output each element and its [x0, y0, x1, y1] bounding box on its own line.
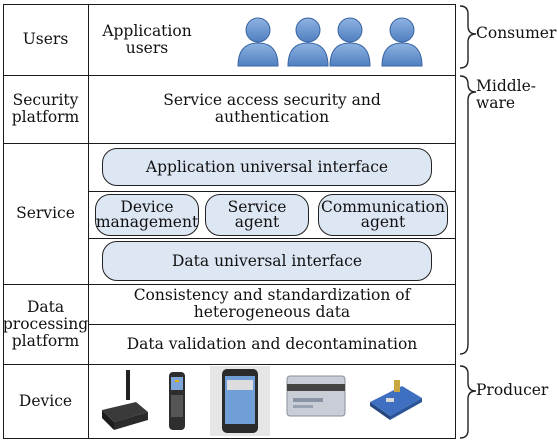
smartphone-icon: [210, 366, 270, 436]
layer-label-users: Users: [22, 30, 69, 48]
application-universal-interface-box: Application universal interface: [102, 148, 432, 186]
device-management-box: Device management: [95, 194, 199, 236]
column-divider: [88, 4, 89, 439]
user-icon: [238, 18, 278, 66]
data-universal-interface-box: Data universal interface: [102, 241, 432, 281]
layer-label-security-platform: Security platform: [11, 91, 80, 126]
sensor-board-icon: [364, 372, 428, 424]
handheld-scanner-icon: [160, 368, 194, 434]
service-divider: [88, 238, 456, 239]
security-description: Service access security and authentication: [163, 91, 381, 126]
consumer-brace: [460, 6, 476, 68]
users-icon-group: [232, 14, 432, 70]
layer-label-data-processing-platform: Data processing platform: [2, 297, 89, 350]
producer-brace: [460, 366, 476, 438]
layer-label-service: Service: [16, 204, 75, 222]
router-icon: [96, 368, 152, 434]
consistency-standardization-label: Consistency and standardization of heterogeneous data: [133, 286, 411, 321]
layer-label-device: Device: [18, 392, 73, 410]
communication-agent-box: Communication agent: [318, 194, 448, 236]
brace-group: [456, 0, 486, 442]
consumer-label: Consumer: [476, 24, 557, 42]
middleware-label: Middle- ware: [476, 77, 537, 112]
user-icon: [330, 18, 370, 66]
user-icon: [382, 18, 422, 66]
middleware-brace: [460, 76, 476, 354]
producer-label: Producer: [476, 381, 549, 399]
user-icon: [288, 18, 328, 66]
service-divider: [88, 191, 456, 192]
data-validation-label: Data validation and decontamination: [126, 334, 418, 353]
application-users-label: Application users: [102, 22, 192, 57]
service-agent-box: Service agent: [205, 194, 309, 236]
smart-card-icon: [285, 372, 347, 420]
